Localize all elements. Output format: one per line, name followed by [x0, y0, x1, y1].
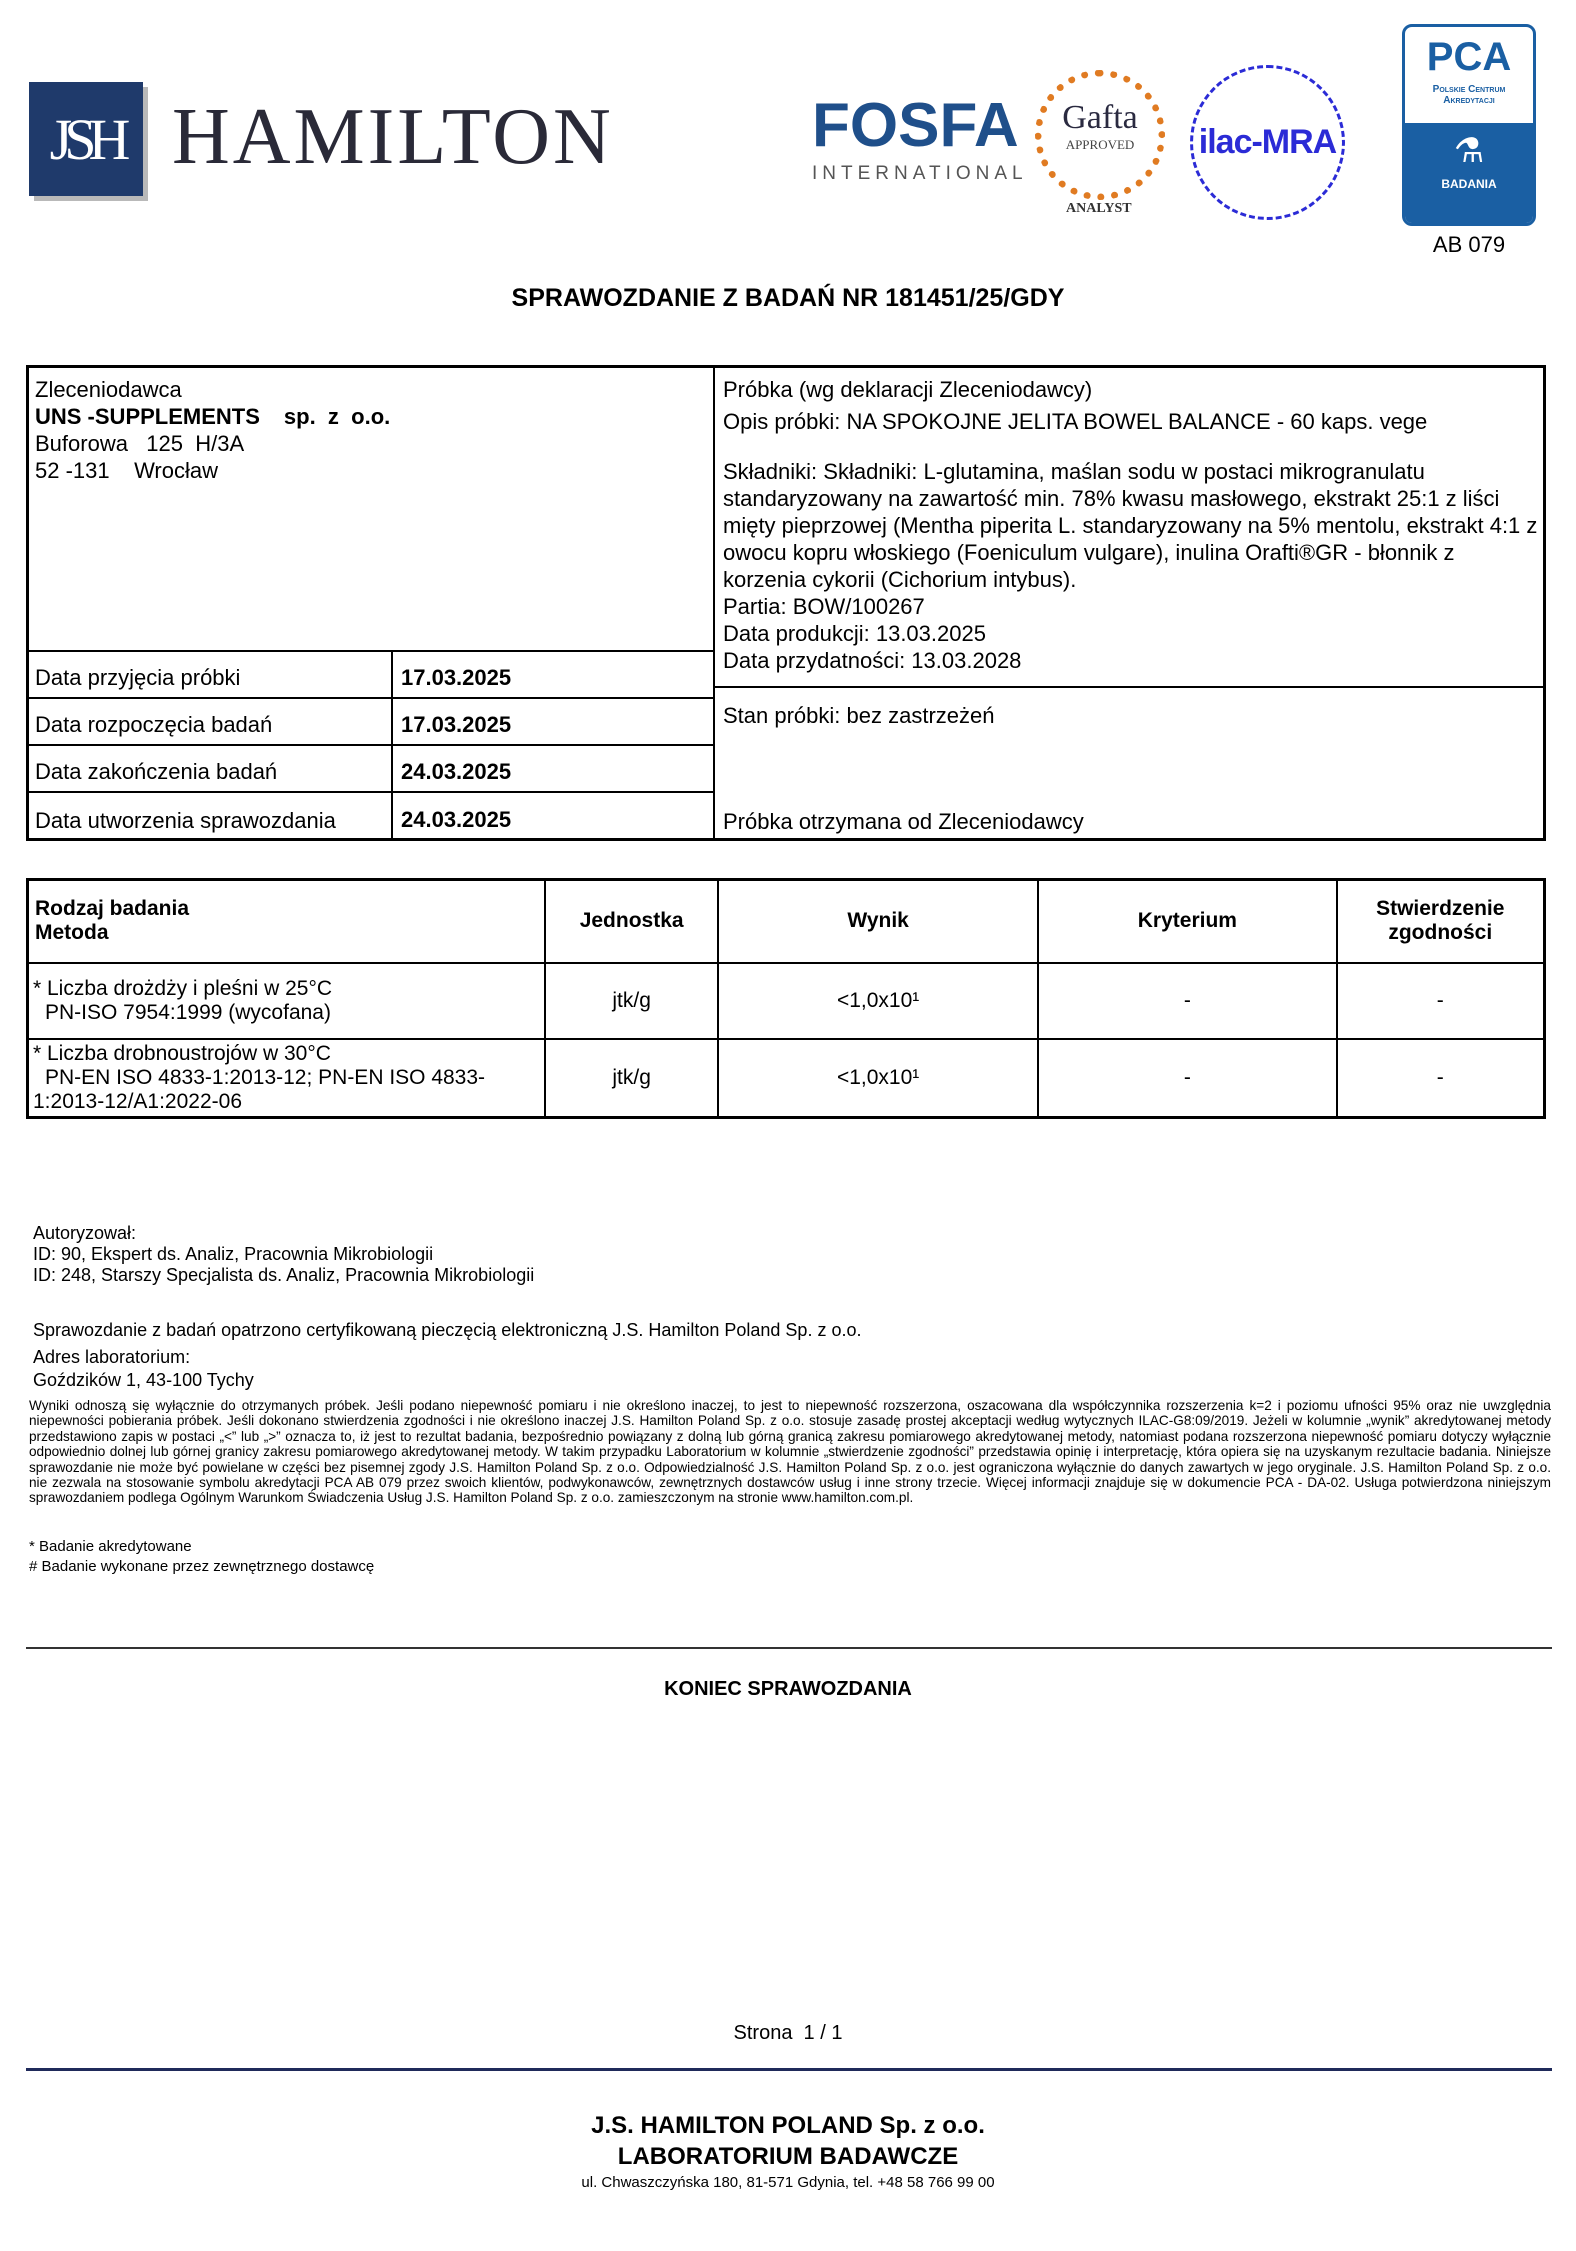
test-criterion: - — [1038, 963, 1336, 1039]
client-name: UNS -SUPPLEMENTS — [35, 404, 260, 429]
table-row — [28, 963, 1545, 1039]
header-result: Wynik — [718, 880, 1038, 963]
sample-condition: Stan próbki: bez zastrzeżeń — [723, 703, 995, 728]
divider — [26, 1647, 1552, 1649]
footer-address: ul. Chwaszczyńska 180, 81-571 Gdynia, tel. +48 58 766 99 00 — [581, 2174, 995, 2191]
seal-note: Sprawozdanie z badań opatrzono certyfikowaną pieczęcią elektroniczną J.S. Hamilton Poland Sp. z o.o. — [33, 1320, 862, 1340]
authorizer: ID: 90, Ekspert ds. Analiz, Pracownia Mikrobiologii — [33, 1244, 434, 1264]
accreditation-number: AB 079 — [1432, 232, 1506, 257]
page-number: Strona 1 / 1 — [733, 2022, 843, 2044]
results-table — [26, 878, 1546, 1119]
client-city: 52 -131 Wrocław — [35, 458, 219, 483]
gafta-logo — [1035, 70, 1165, 200]
client-block — [35, 376, 390, 484]
gafta-analyst: ANALYST — [1066, 201, 1132, 216]
fosfa-text: FOSFA — [812, 91, 1019, 160]
footer-divider — [26, 2068, 1552, 2071]
hamilton-logo — [29, 82, 143, 196]
sample-expiry: Data przydatności: 13.03.2028 — [723, 648, 1022, 673]
test-name: * Liczba drożdży i pleśni w 25°C — [33, 976, 333, 1000]
sample-block — [723, 376, 1543, 674]
pca-text: PCA — [1426, 35, 1512, 79]
sample-production: Data produkcji: 13.03.2025 — [723, 621, 986, 646]
date-value: 17.03.2025 — [401, 665, 512, 690]
test-method: PN-EN ISO 4833-1:2013-12; PN-EN ISO 4833-1:2013-12/A1:2022-06 — [33, 1065, 486, 1113]
footer-company: J.S. HAMILTON POLAND Sp. z o.o. — [591, 2112, 985, 2139]
test-result: <1,0x10¹ — [718, 963, 1038, 1039]
client-form: sp. z o.o. — [283, 404, 391, 429]
client-street: Buforowa 125 H/3A — [35, 431, 245, 456]
pca-badania-box — [1405, 123, 1533, 223]
gafta-text: Gafta — [1062, 99, 1138, 136]
footer-lab: LABORATORIUM BADAWCZE — [617, 2143, 959, 2170]
test-name: * Liczba drobnoustrojów w 30°C — [33, 1041, 331, 1065]
table-row — [28, 1039, 1545, 1118]
sample-ingredients: Składniki: Składniki: L-glutamina, maślan sodu w postaci mikrogranulatu standaryzowany na zawartość min. 78% kwasu masłowego, ekstrakt 25:1 z liści mięty pieprzowej (Mentha piperita L. standaryzowany na 5% mentolu, ekstrakt 4:1 z owocu kopru włoskiego (Foeniculum vulgare), inulina Orafti®GR - błonnik z korzenia cykorii (Cichorium intybus). — [723, 459, 1538, 592]
test-method: PN-ISO 7954:1999 (wycofana) — [45, 1000, 331, 1024]
header-conformity: Stwierdzenie zgodności — [1337, 880, 1545, 963]
legend-accredited: * Badanie akredytowane — [29, 1538, 192, 1555]
report-title: SPRAWOZDANIE Z BADAŃ NR 181451/25/GDY — [511, 284, 1065, 312]
disclaimer: Wyniki odnoszą się wyłącznie do otrzymanych próbek. Jeśli podano niepewność pomiaru i nie określono inaczej, to jest to niepewność rozszerzona, oszacowana dla współczynnika rozszerzenia k=2 i poziomu ufności 95% oraz nie uwzględnia niepewności pobierania próbek. Jeśli dokonano stwierdzenia zgodności i nie określono inaczej J.S. Hamilton Poland Sp. z o.o. stosuje zasadę prostej akceptacji według wytycznych ILAC-G8:09/2019. Jeżeli w kolumnie „wynik” akredytowanej metody przedstawiono zapis w postaci „<” lub „>” oznacza to, iż jest to rezultat badania, bezpośrednio powiązany z dolną lub górną granicą zakresu pomiarowego akredytowanej metody, natomiast podana rozszerzona niepewność pomiaru dotyczy wyłącznie odpowiednio dolnej lub górnej granicy zakresu pomiarowego akredytowanej metody. W takim przypadku Laboratorium w kolumnie „stwierdzenie zgodności” przedstawia opinię i interpretację, która opiera się na uzyskanym rezultacie badania. Niniejsze sprawozdanie nie może być powielane w części bez pisemnej zgody J.S. Hamilton Poland Sp. z o.o. Odpowiedzialność J.S. Hamilton Poland Sp. z o.o. jest ograniczona wyłącznie do danych zawartych w jego oryginale. J.S. Hamilton Poland Sp. z o.o. nie zezwala na stosowanie symbolu akredytacji PCA AB 079 przez swoich klientów, podwykonawców, zewnętrznych dostawców usług i inne strony trzecie. Więcej informacji znajduje się w dokumencie PCA - DA-02. Usługa potwierdzona niniejszym sprawozdaniem podlega Ogólnym Warunkom Świadczenia Usług J.S. Hamilton Poland Sp. z o.o. zamieszczonym na stronie www.hamilton.com.pl. — [29, 1398, 1551, 1506]
client-label: Zleceniodawca — [35, 377, 182, 402]
header-unit: Jednostka — [545, 880, 718, 963]
test-conformity: - — [1337, 1039, 1545, 1118]
header-criterion: Kryterium — [1038, 880, 1336, 963]
info-table — [26, 365, 1546, 841]
date-row: Data przyjęcia próbki — [35, 665, 241, 690]
date-row: Data zakończenia badań — [35, 759, 278, 784]
logo-mark: JSH — [49, 106, 123, 172]
company-name: HAMILTON — [172, 93, 614, 181]
test-unit: jtk/g — [545, 1039, 718, 1118]
date-value: 17.03.2025 — [401, 712, 512, 737]
ilac-mra-logo — [1190, 65, 1345, 220]
date-value: 24.03.2025 — [401, 759, 512, 784]
end-of-report: KONIEC SPRAWOZDANIA — [664, 1678, 912, 1700]
date-row: Data utworzenia sprawozdania — [35, 808, 336, 833]
test-conformity: - — [1337, 963, 1545, 1039]
lab-address: Goździków 1, 43-100 Tychy — [33, 1370, 254, 1390]
authorization — [33, 1223, 534, 1286]
test-criterion: - — [1038, 1039, 1336, 1118]
date-value: 24.03.2025 — [401, 807, 512, 832]
sample-batch: Partia: BOW/100267 — [723, 594, 925, 619]
test-unit: jtk/g — [545, 963, 718, 1039]
authorization-label: Autoryzował: — [33, 1223, 137, 1243]
sample-source: Próbka otrzymana od Zleceniodawcy — [723, 809, 1084, 834]
fosfa-sub: INTERNATIONAL — [812, 163, 1028, 184]
legend — [29, 1537, 374, 1577]
fosfa-logo — [812, 91, 1028, 185]
test-result: <1,0x10¹ — [718, 1039, 1038, 1118]
sample-description: Opis próbki: NA SPOKOJNE JELITA BOWEL BALANCE - 60 kaps. vege — [723, 409, 1428, 434]
gafta-approved: APPROVED — [1065, 137, 1135, 152]
date-row: Data rozpoczęcia badań — [35, 712, 273, 737]
flask-icon: ⚗ — [1453, 132, 1485, 170]
header-method: Metoda — [35, 921, 109, 945]
results-header — [28, 880, 1545, 963]
pca-logo — [1402, 24, 1536, 226]
lab-address-label: Adres laboratorium: — [33, 1347, 191, 1367]
sample-heading: Próbka (wg deklaracji Zleceniodawcy) — [723, 377, 1093, 402]
legend-external: # Badanie wykonane przez zewnętrznego dostawcę — [29, 1558, 375, 1575]
pca-badania: BADANIA — [1441, 177, 1497, 191]
pca-line1: Polskie Centrum — [1432, 84, 1506, 95]
pca-line2: Akredytacji — [1443, 95, 1495, 106]
ilac-text: ilac-MRA — [1198, 123, 1337, 161]
authorizer: ID: 248, Starszy Specjalista ds. Analiz, Pracownia Mikrobiologii — [33, 1265, 535, 1285]
header-type: Rodzaj badania — [35, 897, 190, 921]
